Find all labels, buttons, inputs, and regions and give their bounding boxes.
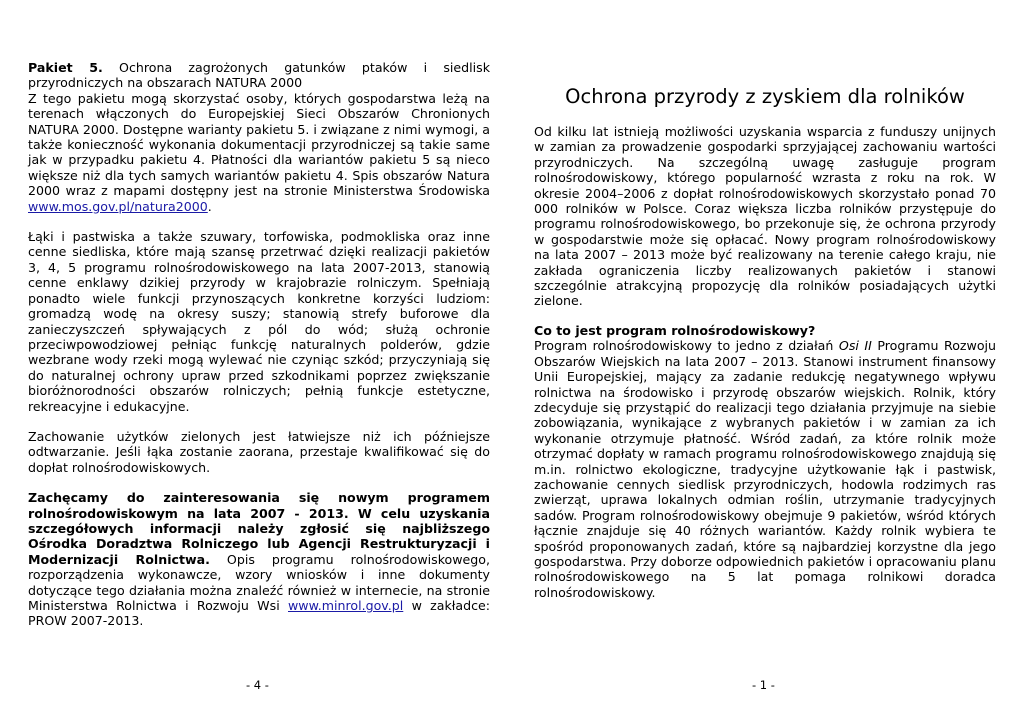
program-text-b: Programu Rozwoju Obszarów Wiejskich na lata 2007 – 2013. Stanowi instrument finansowy Unii Europejskiej, mający za zadanie redukcję negatywnego wpływu rolnictwa na środowisko i przyrodę obszarów wiejskich. Rolnik, który zdecyduje się przystąpić do realizacji tego działania przyjmuje na siebie zobowiązania, wynikające z wybranych pakietów i w zamian za ich wykonanie otrzymuje płatność. Wśród zadań, za które rolnik może otrzymać dopłaty w ramach programu rolnośrodowiskowego znajdują się m.in. rolnictwo ekologiczne, tradycyjne użytkowanie łąk i pastwisk, zachowanie cennych siedlisk przyrodniczych, hodowla rodzimych ras zwierząt, uprawa lokalnych odmian roślin, utrzymanie tradycyjnych sadów. Program rolnośrodowiskowy obejmuje 9 pakietów, wśród których łącznie znajduje się 40 różnych wariantów. Każdy rolnik wybiera te spośród proponowanych zadań, które są najbardziej korzystne dla jego gospodarstwa. Przy doborze odpowiednich pakietów i opracowaniu planu rolnośrodowiskowego na 5 lat pomaga rolnikowi doradca rolnośrodowiskowy.: [534, 338, 996, 600]
section-heading-text: Co to jest program rolnośrodowiskowy?: [534, 322, 816, 338]
encouragement-end: w zakładce: PROW 2007-2013.: [28, 598, 490, 629]
left-page-column: [28, 60, 490, 629]
pakiet-5-label: Pakiet 5.: [28, 60, 103, 75]
encouragement-paragraph: [28, 490, 490, 629]
natura-text: Z tego pakietu mogą skorzystać osoby, których gospodarstwa leżą na terenach włączonych do Europejskiej Sieci Obszarów Chronionych NATURA 2000. Dostępne warianty pakietu 5. i związane z nimi wymogi, a także konieczność wykonania dokumentacji przyrodniczej są takie same jak w przypadku pakietu 4. Płatności dla wariantów pakietu 5 są nieco większe niż dla tych samych wariantów pakietu 4. Spis obszarów Natura 2000 wraz z mapami dostępny jest na stronie Ministerstwa Środowiska: [28, 90, 490, 199]
left-page-number: - 4 -: [246, 678, 269, 692]
natura-paragraph: [28, 91, 490, 214]
meadows-paragraph: Łąki i pastwiska a także szuwary, torfowiska, podmokliska oraz inne cenne siedliska, które mają szansę przetrwać dzięki realizacji pakietów 3, 4, 5 programu rolnośrodowiskowego na lata 2007-2013, stanowią cenne enklawy dzikiej przyrody w krajobrazie rolniczym. Spełniają ponadto wiele funkcji przynoszących konkretne korzyści ludziom: gromadzą wodę na okresy suszy; stanowią strefy buforowe dla zanieczyszczeń spływających z pól do wód; służą ochronie przeciwpowodziowej pełniąc funkcję naturalnych polderów, gdzie wezbrane wody rzeki mogą wylewać nie czyniąc szkód; przyczyniają się do naturalnej ochrony upraw przed szkodnikami poprzez zwiększanie bioróżnorodności obszarów rolniczych; pełnią funkcje estetyczne, rekreacyjne i edukacyjne.: [28, 229, 490, 414]
page-title: Ochrona przyrody z zyskiem dla rolników: [565, 85, 965, 108]
program-axis: Osi II: [838, 338, 872, 354]
right-page-number: - 1 -: [752, 678, 775, 692]
intro-paragraph: Od kilku lat istnieją możliwości uzyskania wsparcia z funduszy unijnych w zamian za prowadzenie gospodarki sprzyjającej zachowaniu wartości przyrodniczych. Na szczególną uwagę zasługuje program rolnośrodowiskowy, którego popularność wzrasta z roku na rok. W okresie 2004–2006 z dopłat rolnośrodowiskowych skorzystało ponad 70 000 rolników w Polsce. Coraz większa liczba rolników przystępuje do programu rolnośrodowiskowego, bo przekonuje się, że ochrona przyrody w gospodarstwie może się opłacać. Nowy program rolnośrodowiskowy na lata 2007 – 2013 może być realizowany na terenie całego kraju, nie zakłada ograniczenia liczby realizowanych pakietów i stanowi szczególnie atrakcyjną propozycję dla rolników posiadających użytki zielone.: [534, 124, 996, 309]
program-text-a: Program rolnośrodowiskowy to jedno z działań: [534, 338, 839, 354]
pakiet-5-paragraph: [28, 60, 490, 91]
encouragement-bold: Zachęcamy do zainteresowania się nowym programem rolnośrodowiskowym na lata 2007 - 2013. W celu uzyskania szczegółowych informacji należy zgłosić się najbliższego Ośrodka Doradztwa Rolniczego lub Agencji Restrukturyzacji i Modernizacji Rolnictwa.: [28, 490, 490, 567]
minrol-link[interactable]: www.minrol.gov.pl: [288, 598, 404, 613]
pakiet-5-title: Ochrona zagrożonych gatunków ptaków i siedlisk przyrodniczych na obszarach NATURA 2000: [28, 60, 491, 91]
natura-end: .: [207, 198, 212, 214]
program-paragraph: [534, 338, 996, 600]
natura-link[interactable]: www.mos.gov.pl/natura2000: [28, 198, 208, 214]
encouragement-text: Opis programu rolnośrodowiskowego, rozporządzenia wykonawcze, wzory wniosków i inne dokumenty dotyczące tego działania można znaleźć również w internecie, na stronie Ministerstwa Rolnictwa i Rozwoju Wsi: [28, 551, 490, 613]
grassland-paragraph: Zachowanie użytków zielonych jest łatwiejsze niż ich późniejsze odtwarzanie. Jeśli łąka zostanie zaorana, przestaje kwalifikować się do dopłat rolnośrodowiskowych.: [28, 428, 490, 475]
section-heading: [534, 323, 996, 338]
right-page-column: [534, 84, 996, 600]
